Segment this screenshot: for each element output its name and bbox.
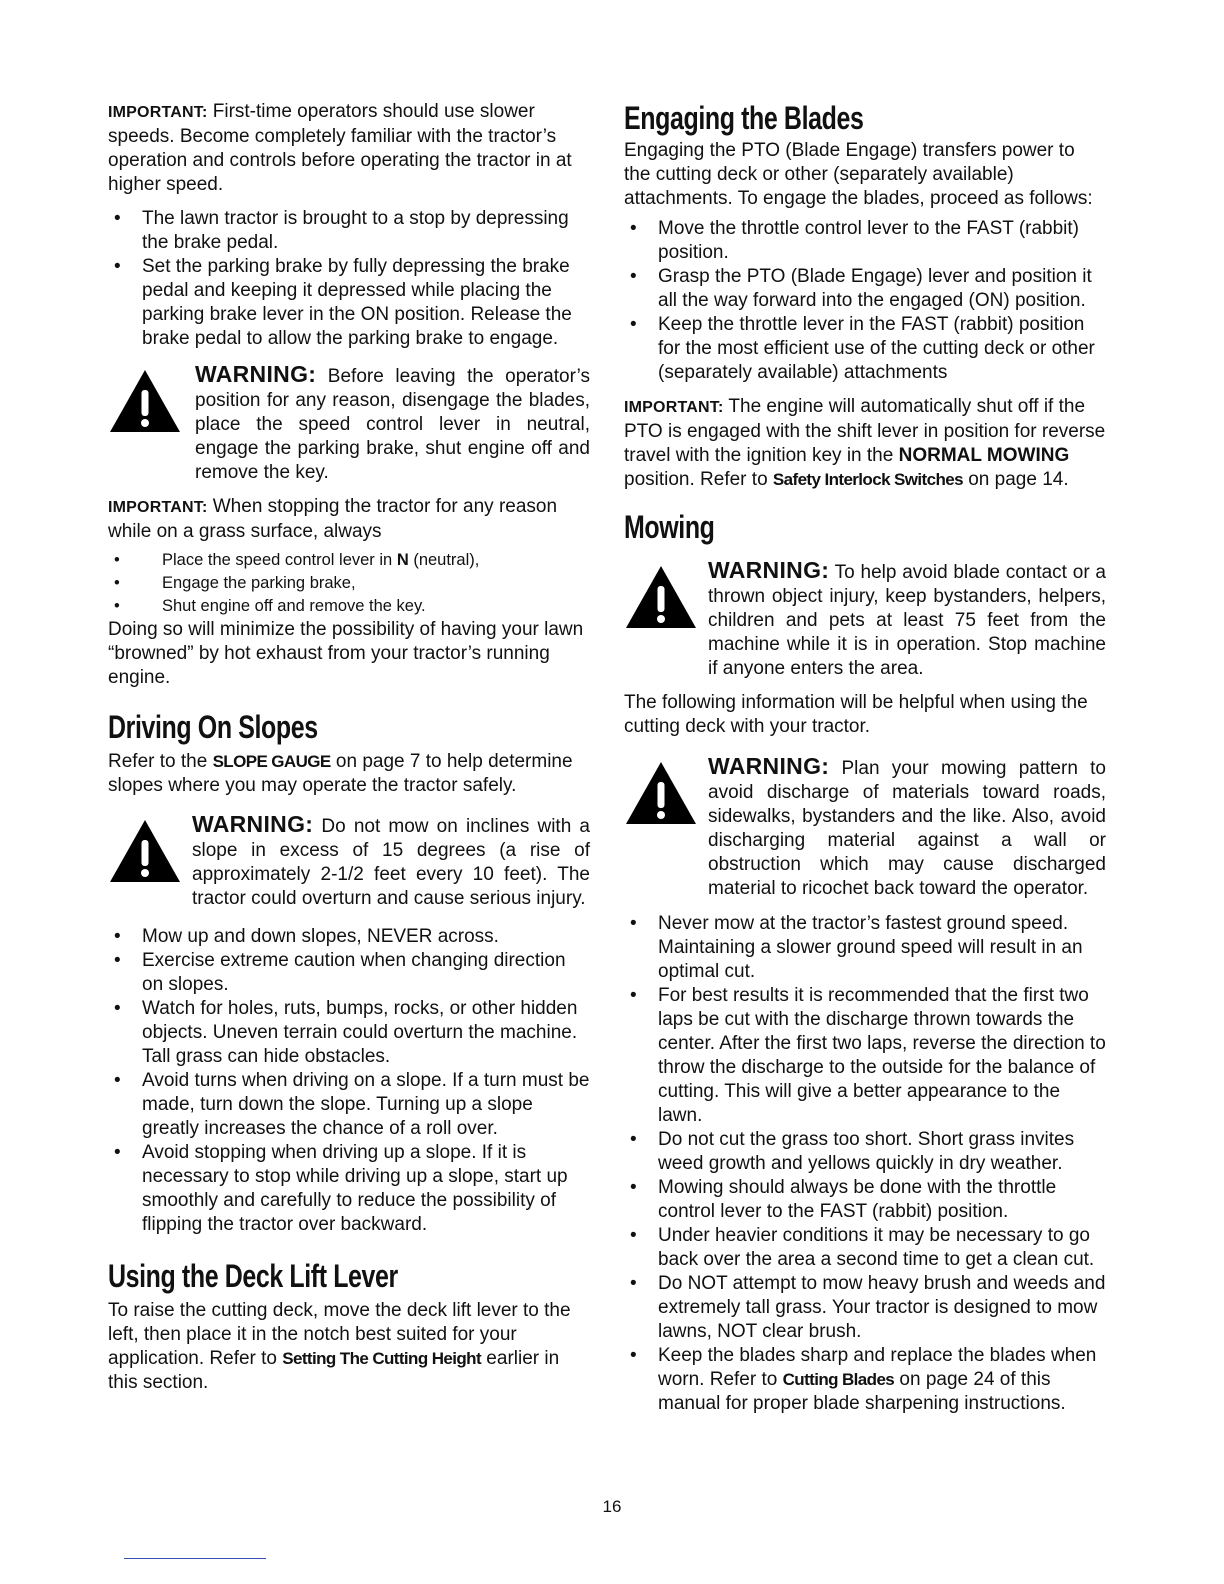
deck-lift-paragraph: To raise the cutting deck, move the deck lift lever to the left, then place it in the notch best suited for your application. Refer to Setting The Cutting Height earlier in this section. [108,1300,571,1393]
list-item: • Watch for holes, ruts, bumps, rocks, or other hidden objects. Uneven terrain could overturn the machine. Tall grass can hide obstacles. [114,998,578,1067]
doing-so-paragraph: Doing so will minimize the possibility of having your lawn “browned” by hot exhaust from your tractor’s running engine. [108,619,584,688]
right-column [624,99,1106,1416]
warning-label: WARNING: [708,557,830,583]
list-item: • Avoid stopping when driving up a slope. If it is necessary to stop while driving up a slope, start up smoothly and carefully to reduce the possibility of flipping the tractor over backward. [114,1142,568,1235]
list-item: • Avoid turns when driving on a slope. If a turn must be made, turn down the slope. Turning up a slope greatly increases the chance of a roll over. [114,1070,590,1139]
list-item: • Keep the throttle lever in the FAST (rabbit) position for the most efficient use of the cutting deck or other (separately available) attachments [630,314,1095,383]
bullet-icon: • [114,208,121,229]
list-item: • Mowing should always be done with the throttle control lever to the FAST (rabbit) position. [630,1177,1057,1222]
engaging-blades-heading: Engaging the Blades [624,100,864,136]
list-item: • Set the parking brake by fully depressing the brake pedal and keeping it depressed while placing the parking brake lever in the ON position. Release the brake pedal to allow the parking brake to engage. [114,256,572,349]
stopping-bullets [108,549,590,618]
warning-triangle-icon [108,818,182,884]
safety-interlock-reference: Safety Interlock Switches [772,470,963,489]
list-item: • Shut engine off and remove the key. [108,595,590,618]
list-item: • Grasp the PTO (Blade Engage) lever and position it all the way forward into the engaged (ON) position. [630,266,1092,311]
bullet-icon: • [630,1225,637,1246]
cutting-blades-reference: Cutting Blades [782,1370,895,1389]
warning-triangle-icon [624,760,698,826]
list-item: • Place the speed control lever in N (neutral), [108,549,590,572]
important-stopping: IMPORTANT: When stopping the tractor for any reason while on a grass surface, always [108,496,558,542]
warning-mowing-pattern: WARNING: Plan your mowing pattern to avoid discharge of materials toward roads, sidewalks, bystanders and the like. Also, avoid discharging material against a wall or obstruction which may cause discharged material to ricochet back toward the operator. [624,754,1106,901]
bullet-icon: • [114,1142,121,1163]
slopes-intro: Refer to the SLOPE GAUGE on page 7 to help determine slopes where you may operate the tractor safely. [108,751,573,796]
list-item: • Keep the blades sharp and replace the blades when worn. Refer to Cutting Blades on page 24 of this manual for proper blade sharpening instructions. [630,1345,1097,1414]
important-label: IMPORTANT: [108,104,208,121]
bullet-icon: • [114,256,121,277]
list-item: • The lawn tractor is brought to a stop by depressing the brake pedal. [114,208,569,253]
warning-label: WARNING: [192,811,314,837]
list-item: • Engage the parking brake, [108,572,590,595]
slope-gauge-reference: SLOPE GAUGE [212,752,331,771]
bullet-icon: • [630,985,637,1006]
warning-bystanders: WARNING: To help avoid blade contact or a thrown object injury, keep bystanders, helpers, children and pets at least 75 feet from the machine while it is in operation. Stop machine if anyone enters the area. [624,558,1106,681]
bullet-icon: • [630,314,637,335]
list-item: • Move the throttle control lever to the FAST (rabbit) position. [630,218,1080,263]
footer-rule [124,1558,266,1559]
mowing-intro: The following information will be helpful when using the cutting deck with your tractor. [624,692,1088,737]
bullet-icon: • [630,1177,637,1198]
list-item: • Exercise extreme caution when changing direction on slopes. [114,950,566,995]
warning-label: WARNING: [708,753,830,779]
bullet-icon: • [630,266,637,287]
slopes-bullets [108,925,590,1237]
bullet-icon: • [630,1345,637,1366]
list-item: • Do not cut the grass too short. Short grass invites weed growth and yellows quickly in dry weather. [630,1129,1075,1174]
warning-triangle-icon [108,368,182,434]
list-item: • Never mow at the tractor’s fastest ground speed. Maintaining a slower ground speed will result in an optimal cut. [630,913,1083,982]
driving-on-slopes-heading: Driving On Slopes [108,709,318,745]
bullet-icon: • [630,1129,637,1150]
bullet-icon: • [114,574,120,592]
deck-lift-heading: Using the Deck Lift Lever [108,1258,398,1294]
warning-label: WARNING: [195,361,317,387]
bullet-icon: • [630,913,637,934]
mowing-bullets [624,912,1106,1416]
bullet-icon: • [630,218,637,239]
list-item: • Under heavier conditions it may be necessary to go back over the area a second time to get a clean cut. [630,1225,1095,1270]
page-number: 16 [602,1497,622,1516]
warning-triangle-icon [624,564,698,630]
engaging-bullets [624,217,1106,385]
left-column [108,100,590,1395]
list-item: • Mow up and down slopes, NEVER across. [114,926,499,947]
cutting-height-reference: Setting The Cutting Height [282,1349,482,1368]
bullet-icon: • [114,551,120,569]
bullet-icon: • [114,950,121,971]
bullet-icon: • [114,998,121,1019]
important-label: IMPORTANT: [108,499,208,516]
warning-inclines: WARNING: Do not mow on inclines with a slope in excess of 15 degrees (a rise of approximately 2-1/2 feet every 10 feet). The tractor could overturn and cause serious injury. [108,812,590,911]
important-first-time: IMPORTANT: First-time operators should use slower speeds. Become completely familiar with the tractor’s operation and controls before operating the tractor in at higher speed. [108,101,572,195]
important-engine-shutoff: IMPORTANT: The engine will automatically shut off if the PTO is engaged with the shift lever in position for reverse travel with the ignition key in the NORMAL MOWING position. Refer to Safety Interlock Switches on page 14. [624,396,1106,490]
bullet-icon: • [114,597,120,615]
bullet-icon: • [114,1070,121,1091]
important-label: IMPORTANT: [624,399,724,416]
engaging-intro: Engaging the PTO (Blade Engage) transfers power to the cutting deck or other (separately available) attachments. To engage the blades, proceed as follows: [624,140,1093,209]
list-item: • Do NOT attempt to mow heavy brush and weeds and extremely tall grass. Your tractor is designed to mow lawns, NOT clear brush. [630,1273,1106,1342]
mowing-heading: Mowing [624,509,715,545]
bullet-icon: • [114,926,121,947]
warning-leaving-position: WARNING: Before leaving the operator’s position for any reason, disengage the blades, place the speed control lever in neutral, engage the parking brake, shut engine off and remove the key. [108,362,590,485]
bullet-icon: • [630,1273,637,1294]
stop-bullets [108,207,590,351]
list-item: • For best results it is recommended that the first two laps be cut with the discharge thrown towards the center. After the first two laps, reverse the direction to throw the discharge to the outside for the balance of cutting. This will give a better appearance to the lawn. [630,985,1106,1126]
